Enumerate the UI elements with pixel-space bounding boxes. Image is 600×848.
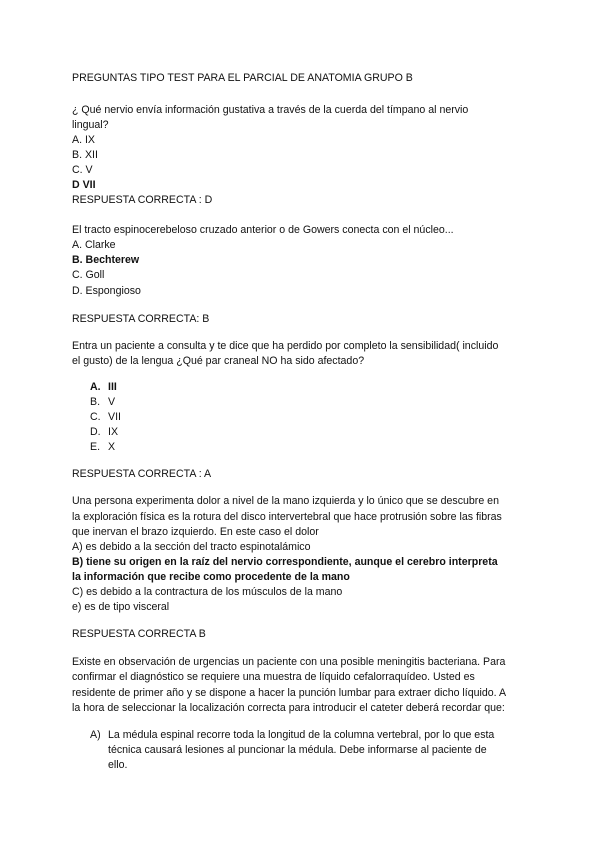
q1-option-a: A. IX <box>72 134 95 146</box>
q1-text-line-1: ¿ Qué nervio envía información gustativa a través de la cuerda del tímpano al nervio <box>72 104 469 116</box>
q2-option-c: C. Goll <box>72 269 105 281</box>
q5-text-line-1: Existe en observación de urgencias un paciente con una posible meningitis bacteriana. Para <box>72 656 506 668</box>
q4-answer: RESPUESTA CORRECTA B <box>72 628 206 640</box>
q3-option-e-value: X <box>108 441 116 453</box>
q1-option-d-correct: D VII <box>72 179 96 191</box>
q1-option-b: B. XII <box>72 149 98 161</box>
q3-option-c-value: VII <box>108 411 121 423</box>
q4-option-a: A) es debido a la sección del tracto espinotalámico <box>72 541 311 553</box>
q3-option-d-label: D. <box>90 426 101 438</box>
q4-text-line-1: Una persona experimenta dolor a nivel de la mano izquierda y lo único que se descubre en <box>72 495 499 507</box>
q3-text-line-2: el gusto) de la lengua ¿Qué par craneal NO ha sido afectado? <box>72 355 365 367</box>
q3-option-c-label: C. <box>90 411 101 423</box>
q3-option-a-value-correct: III <box>108 381 117 393</box>
q3-option-e-label: E. <box>90 441 101 453</box>
q4-option-c: C) es debido a la contractura de los músculos de la mano <box>72 586 343 598</box>
q4-text-line-3: que inervan el brazo izquierdo. En este caso el dolor <box>72 526 319 538</box>
q3-option-b-value: V <box>108 396 116 408</box>
q1-answer: RESPUESTA CORRECTA : D <box>72 194 213 206</box>
q5-text-line-4: la hora de seleccionar la localización correcta para introducir el cateter deberá recordar que: <box>72 702 505 714</box>
q4-option-b-correct-line-2: la información que recibe como procedente de la mano <box>72 571 350 583</box>
q1-text-line-2: lingual? <box>72 119 109 131</box>
q3-option-b-label: B. <box>90 396 101 408</box>
document-title: PREGUNTAS TIPO TEST PARA EL PARCIAL DE ANATOMIA GRUPO B <box>72 72 413 84</box>
q3-answer: RESPUESTA CORRECTA : A <box>72 468 212 480</box>
q5-text-line-3: residente de primer año y se dispone a hacer la punción lumbar para extraer dicho líquido. A <box>72 687 507 699</box>
q5-option-a-line-2: técnica causará lesiones al puncionar la médula. Debe informarse al paciente de <box>108 744 487 756</box>
q3-option-d-value: IX <box>108 426 119 438</box>
q2-answer: RESPUESTA CORRECTA: B <box>72 313 210 325</box>
q2-option-b-correct: B. Bechterew <box>72 254 140 266</box>
q5-text-line-2: confirmar el diagnóstico se requiere una muestra de líquido cefalorraquídeo. Usted es <box>72 671 475 683</box>
q5-option-a-label: A) <box>90 729 101 741</box>
q3-option-a-label: A. <box>90 381 101 393</box>
q2-option-a: A. Clarke <box>72 239 116 251</box>
q3-text-line-1: Entra un paciente a consulta y te dice que ha perdido por completo la sensibilidad( incluido <box>72 340 499 352</box>
q5-option-a-line-1: La médula espinal recorre toda la longitud de la columna vertebral, por lo que esta <box>108 729 495 741</box>
q4-option-e: e) es de tipo visceral <box>72 601 170 613</box>
q2-option-d: D. Espongioso <box>72 285 141 297</box>
q4-text-line-2: la exploración física es la rotura del disco intervertebral que hace protrusión sobre las fibras <box>72 511 502 523</box>
q5-option-a-line-3: ello. <box>108 759 128 771</box>
q2-text-line-1: El tracto espinocerebeloso cruzado anterior o de Gowers conecta con el núcleo... <box>72 224 454 236</box>
q1-option-c: C. V <box>72 164 93 176</box>
q4-option-b-correct-line-1: B) tiene su origen en la raíz del nervio correspondiente, aunque el cerebro interpreta <box>72 556 498 568</box>
